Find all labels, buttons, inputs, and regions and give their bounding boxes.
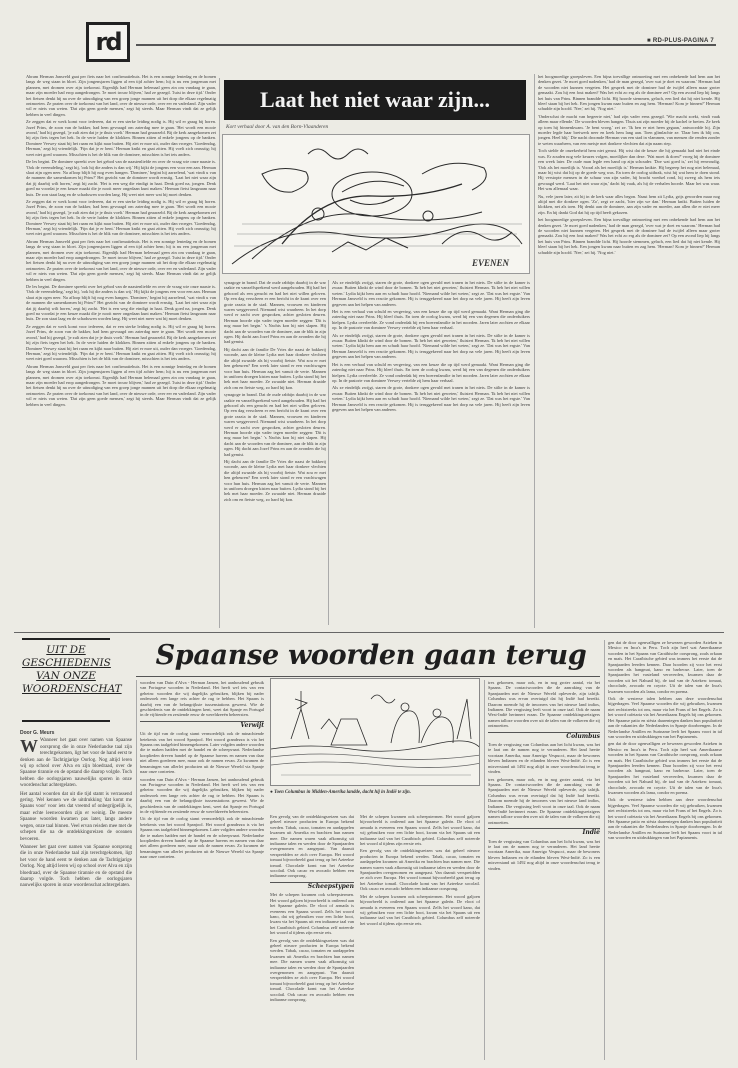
article1-col3-para-3: Als ze eindelijk zwijgt, staren de grote, donkere ogen gevuld met tranen in het niets. De stilte in de kamer is zwaar. Buiten klinkt de wind door de bomen. 'Ik heb het niet geweten,' fluistert Herman. 'Ik heb het niet willen weten.' Lydia kijkt hem aan en schudt haar hoofd. 'Niemand wilde het weten,' zegt ze. 'Dat was het ergste.' Van Herman Jansveld is een reactie gekomen. Hij is teruggekeerd naar het dorp na vele jaren. Hij heeft zijn leven gegeven aan het helpen van anderen.: [332, 332, 530, 360]
article2-colE-para-1: gen dat de door ogenvalligen ze bewezen geworden Azteken in Mexico en Inca's in Peru. Toch zijn heel wat Amerikaanse woorden in het Spaans van Caraïbische oorsprong, zoals orkaan en maïs. Het Caraïbische gebied was immers het eerste dat de Spanjaarden leerden kennen. Daar hoorden zij voor het eerst woorden als hangmat, kano en barbecue. Later, toen de Spanjaarden het vasteland veroverden, kwamen daar de woorden uit het Nahuatl bij, de taal van de Azteken: tomaat, chocolade, avocado en coyote. Uit de talen van de Inca's kwamen woorden als lama, condor en poema.: [608, 640, 722, 694]
article1-col4-para-5: het hoogmoedige groepsleven. Een bijna toevallige ontmoeting met een onbekende had hem aan het denken gezet. 'Je moet goed nadenken,' had de man gezegd, 'over wat je doet en waarom.' Herman had de woorden niet kunnen vergeten. Het gesprek met de dominee had de twijfel alleen maar groter gemaakt. Zou hij een fout maken? Was het echt zo erg als de dominee zei? Op een avond liep hij langs het huis van Prins. Binnen brandde licht. Hij hoorde stemmen, gelach, een lied dat hij niet kende. Hij bleef staan bij het hek. Een jongen kwam naar buiten en zag hem. 'Herman! Kom je binnen?' Herman schudde zijn hoofd. 'Nee,' zei hij. 'Nog niet.': [538, 217, 720, 255]
article2-colB-para-4: Uit de tijd van de oorlog stamt vermoedelijk ook de minachtende betekenis van het woord Spanjool. Het woord grandezza is via het Spaans ons taalgebied binnengekomen. Later volgden andere woorden die te maken hadden met de handel en de scheepvaart. Nederlandse kooplieden dreven handel op de Spaanse havens en namen van daar niet alleen goederen mee, maar ook de namen ervan. Zo kwamen de benamingen van allerlei producten uit de Nieuwe Wereld via Spanje naar onze contreien.: [140, 816, 264, 860]
article1-col3-para-2: Het is een verhaal van schuld en vergeving, van een keuze die op tijd werd gemaakt. Want Herman ging die zaterdag niet naar Prins. Hij bleef thuis. En toen de oorlog kwam, werd hij een van degenen die onderduikers hielpen. Lydia overleefde. Ze vond onderdak bij een boerenfamilie in het noorden. Jaren later zochten ze elkaar op. In de pastorie van dominee Verwey vertelde zij hem haar verhaal.: [332, 309, 530, 331]
article1-col1-para-2: Ze zeggen dat er werk komt voor iedereen, dat er een sterke leiding nodig is. Hij wil er graag bij horen. Jozef Prins, de zoon van de bakker, had hem gevraagd om zaterdag mee te gaan. 'Het wordt een mooie avond,' had hij gezegd, 'je zult zien dat je je thuis voelt.' Herman had geaarzeld. Bij de kerk aangekomen zet hij zijn fiets tegen het hek. In de verte luiden de klokken. Binnen zitten al enkele jongens op de banken. Dominee Verwey staat bij het raam en kijkt naar buiten. Hij ziet er moe uit, ouder dan vroeger. 'Goedendag, Herman,' zegt hij vriendelijk. 'Fijn dat je er bent.' Herman knikt en gaat zitten. Hij voelt zich onrustig; hij weet niet goed waarom. Misschien is het de blik van de dominee, misschien is het iets anders.: [26, 119, 216, 157]
article2-column-e: [608, 640, 722, 1060]
page-tag: ■ RD-PLUS-PAGINA 7: [646, 38, 714, 44]
subhead-columbus: Columbus: [488, 732, 600, 739]
section-divider: [14, 632, 724, 633]
subhead-scheepstypen: Scheepstypen: [270, 882, 354, 889]
series-title-line-4: WOORDENSCHAT: [22, 683, 122, 695]
subhead-verwijt: Verwijt: [140, 721, 264, 728]
article1-column-1: [26, 74, 216, 629]
woodcut-caption: ● Toen Columbus in Midden-Amerika landde, dacht hij in Indië te zijn.: [270, 790, 411, 795]
article1-col2-para-3: synagoge in brand. Dat de oude rabbijn daarbij in de war raakte en vanzelfsprekend werd aangehouden. Hij had het gehoord als een gerucht en had het niet willen geloven. Op een dag verscheen er een bericht in de krant over een grote razzia in de stad. Mannen, vrouwen en kinderen waren weggevoerd. Niemand wist waarheen. In het dorp werd er zacht over gesproken, achter gesloten deuren. Herman hoorde zijn vader tegen moeder zeggen: 'Dit is nog maar het begin.' 's Nachts kon hij niet slapen. Hij dacht aan de woorden van de dominee, aan de blik in zijn ogen. Hij dacht aan Jozef Prins en aan de avonden die hij had gemist.: [224, 392, 326, 457]
column-divider: [604, 640, 605, 1060]
article1-column-2: [224, 280, 326, 625]
article1-col4-para-3: Toch stelde de onzekerheid hem niet gerust. Hij wist dat de keuze die hij gemaakt had niet het einde was. Er zouden nog vele keuzes volgen, moeilijker dan deze. 'Wat moet ik doen?' vroeg hij de dominee een week later. De oude man legde een hand op zijn schouder. 'Doe wat goed is,' zei hij eenvoudig. 'Ook als het moeilijk is. Vooral als het moeilijk is.' Herman knikte. Hij begreep het nog niet helemaal, maar hij wist dat hij op de goede weg was. En toen de oorlog uitbrak, wist hij wat hem te doen stond. Hij verstopte mensen in de schuur van zijn vader, hij bracht voedsel rond, hij zweeg als hem iets gevraagd werd. 'Laat het niet waar zijn,' dacht hij vaak, als hij de verhalen hoorde. Maar het was waar. Het was allemaal waar.: [538, 148, 720, 192]
article2-colB-para-3: woorden van Duin d'Alva - Herman Jansen, het aanhoudend gebruik van Portugese woorden in Nederland. Het heeft wel iets van een geheim: woorden die wij dagelijks gebruiken, blijken bij nader onderzoek een lange reis achter de rug te hebben. Het Spaans is daarbij een van de belangrijkste tussenstations geweest. Wie de geschiedenis van de ontdekkingen kent, weet dat Spanje en Portugal in de vijftiende en zestiende eeuw de wereldzeeën beheersten.: [140, 776, 264, 814]
article1-byline: Kort verhaal door A. van den Born-Vlaanderen: [226, 124, 329, 130]
column-divider: [219, 78, 220, 628]
article2-colC-para-1: Een gevolg van de ontdekkingsreizen was dat geheel nieuwe producten in Europa bekend werden. Tabak, cacao, tomaten en aardappelen kwamen uit Amerika en brachten hun namen mee. Die namen waren vaak afkomstig uit indiaanse talen en werden door de Spanjaarden overgenomen en aangepast. Van daaruit verspreidden ze zich over Europa. Het woord tomaat bijvoorbeeld gaat terug op het Azteekse tomatl. Chocolade komt van het Azteekse xocolatl. Ook cacao en avocado hebben een indiaanse oorsprong.: [270, 814, 354, 879]
article2-colC2-para-1: Met de schepen kwamen ook scheepstermen. Het woord galjoen bijvoorbeeld is ontleend aan het Spaanse galeón. De vloot of armada is eveneens een Spaans woord. Zelfs het woord kano, dat wij gebruiken voor een lichte boot, kwam via het Spaans uit een indiaanse taal van het Caraïbisch gebied. Columbus zelf noteerde het woord al tijdens zijn eerste reis.: [360, 814, 480, 847]
subhead-indie: Indië: [488, 828, 600, 835]
article2-colE-para-4: Ook de westerse talen hebben aan deze woordenschat bijgedragen. Veel Spaanse woorden die wij gebruiken, kwamen niet rechtstreeks tot ons, maar via het Frans of het Engels. Zo is het woord cafetaria via het Amerikaans Engels bij ons gekomen. Het Spaanse patio en siësta daarentegen danken hun populariteit aan de vakanties die Nederlanders in Spanje doorbrengen. In de Nederlandse Antillen en Suriname leeft het Spaans voort in tal van woorden en uitdrukkingen van het Papiaments.: [608, 797, 722, 841]
article1-col1-para-6: De les begint. De dominee spreekt over het gebod van de naastenliefde en over de vraag wie onze naaste is. 'Ook de vreemdeling,' zegt hij, 'ook hij die anders is dan wij.' Hij kijkt de jongens een voor een aan. Herman slaat zijn ogen neer. Na afloop blijft hij nog even hangen. 'Dominee,' begint hij aarzelend, 'wat vindt u van de mannen die samenkomen bij Prins?' Het gezicht van de dominee wordt ernstig. 'Laat het niet waar zijn dat jij daarbij wilt horen,' zegt hij zacht. 'Het is een weg die eindigt in haat. Denk goed na, jongen. Denk goed na voordat je een keuze maakt die je nooit meer ongedaan kunt maken.' Herman fietst langzaam naar huis. De zon staat laag en de schaduwen worden lang. Hij weet niet meer wat hij moet denken.: [26, 284, 216, 322]
article2-colB-para-1: woorden van Duin d'Alva - Herman Jansen, het aanhoudend gebruik van Portugese woorden in Nederland. Het heeft wel iets van een geheim: woorden die wij dagelijks gebruiken, blijken bij nader onderzoek een lange reis achter de rug te hebben. Het Spaans is daarbij een van de belangrijkste tussenstations geweest. Wie de geschiedenis van de ontdekkingen kent, weet dat Spanje en Portugal in de vijftiende en zestiende eeuw de wereldzeeën beheersten.: [140, 680, 264, 718]
article2-column-c2: [360, 814, 480, 1060]
article2-colC-para-2: Met de schepen kwamen ook scheepstermen. Het woord galjoen bijvoorbeeld is ontleend aan het Spaanse galeón. De vloot of armada is eveneens een Spaans woord. Zelfs het woord kano, dat wij gebruiken voor een lichte boot, kwam via het Spaans uit een indiaanse taal van het Caraïbisch gebied. Columbus zelf noteerde het woord al tijdens zijn eerste reis.: [270, 892, 354, 936]
article2-colA-para-2: Het aantal woorden dat uit die tijd stamt is verrassend gering. Wel kennen we de uitdrukking 'dat komt me Spaans voor' voor iets dat vreemd of onbegrijpelijk is, maar echte leenwoorden zijn er weinig. De meeste Spaanse woorden kwamen pas later, langs andere wegen, onze taal binnen. Veel ervan reisden mee met de schepen die na de ontdekkingsreizen de oceanen bevoeren.: [20, 791, 132, 842]
column-divider: [328, 280, 329, 625]
series-title-line-2: GESCHIEDENIS: [22, 657, 111, 669]
article2-colD-para-4: Toen de vergissing van Columbus aan het licht kwam, was het te laat om de namen nog te veranderen. Het land heette voortaan Amerika, naar Amerigo Vespucci, maar de bewoners bleven Indianen en de eilanden bleven West-Indië. Zo is een misverstand uit 1492 nog altijd in onze woordenschat terug te vinden.: [488, 838, 600, 871]
columbus-landing-engraving: [271, 679, 480, 786]
article2-colC2-para-2: Een gevolg van de ontdekkingsreizen was dat geheel nieuwe producten in Europa bekend werden. Tabak, cacao, tomaten en aardappelen kwamen uit Amerika en brachten hun namen mee. Die namen waren vaak afkomstig uit indiaanse talen en werden door de Spanjaarden overgenomen en aangepast. Van daaruit verspreidden ze zich over Europa. Het woord tomaat bijvoorbeeld gaat terug op het Azteekse tomatl. Chocolade komt van het Azteekse xocolatl. Ook cacao en avocado hebben een indiaanse oorsprong.: [360, 848, 480, 892]
article1-column-4: [538, 74, 720, 629]
article2-headline: Spaanse woorden gaan terug: [155, 640, 587, 671]
article2-intro-text: Wanneer het gaat over namen van Spaanse oorsprong die in onze Nederlandse taal zijn terechtgekomen, ligt het voor de hand eerst te denken aan de Tachtigjarige Oorlog. Nog altijd leren wij op school over Alva en zijn bloedraad, over de Spaanse tirannie en de opstand die daarop volgde. Toch hebben die oorlogsjaren nauwelijks sporen in onze woordenschat achtergelaten.: [20, 738, 132, 789]
article2-column-d: [488, 680, 600, 1060]
article1-col1-para-7: Ze zeggen dat er werk komt voor iedereen, dat er een sterke leiding nodig is. Hij wil er graag bij horen. Jozef Prins, de zoon van de bakker, had hem gevraagd om zaterdag mee te gaan. 'Het wordt een mooie avond,' had hij gezegd, 'je zult zien dat je je thuis voelt.' Herman had geaarzeld. Bij de kerk aangekomen zet hij zijn fiets tegen het hek. In de verte luiden de klokken. Binnen zitten al enkele jongens op de banken. Dominee Verwey staat bij het raam en kijkt naar buiten. Hij ziet er moe uit, ouder dan vroeger. 'Goedendag, Herman,' zegt hij vriendelijk. 'Fijn dat je er bent.' Herman knikt en gaat zitten. Hij voelt zich onrustig; hij weet niet goed waarom. Misschien is het de blik van de dominee, misschien is het iets anders.: [26, 323, 216, 362]
article1-title: Laat het niet waar zijn...: [224, 80, 526, 120]
article2-colE-para-3: gen dat de door ogenvalligen ze bewezen geworden Azteken in Mexico en Inca's in Peru. Toch zijn heel wat Amerikaanse woorden in het Spaans van Caraïbische oorsprong, zoals orkaan en maïs. Het Caraïbische gebied was immers het eerste dat de Spanjaarden leerden kennen. Daar hoorden zij voor het eerst woorden als hangmat, kano en barbecue. Later, toen de Spanjaarden het vasteland veroverden, kwamen daar de woorden uit het Nahuatl bij, de taal van de Azteken: tomaat, chocolade, avocado en coyote. Uit de talen van de Inca's kwamen woorden als lama, condor en poema.: [608, 741, 722, 795]
article1-col4-para-4: Nu, vele jaren later, zit hij in de kerk waar alles begon. Naast hem zit Lydia, grijs geworden maar nog altijd met die donkere ogen. 'Zo', zegt ze zacht, 'hier zijn we dan.' Herman knikt. Buiten luiden de klokken, net als toen. Hij denkt aan de dominee, aan zijn vader en moeder, aan allen die er niet meer zijn. En hij dankt God dat hij op tijd heeft gekozen.: [538, 193, 720, 215]
article2-colA-para-3: Wanneer het gaat over namen van Spaanse oorsprong die in onze Nederlandse taal zijn terechtgekomen, ligt het voor de hand eerst te denken aan de Tachtigjarige Oorlog. Nog altijd leren wij op school over Alva en zijn bloedraad, over de Spaanse tirannie en de opstand die daarop volgde. Toch hebben die oorlogsjaren nauwelijks sporen in onze woordenschat achtergelaten.: [20, 844, 132, 889]
illustration-signature: EVENEN: [472, 258, 510, 268]
article1-col1-para-4: Ze zeggen dat er werk komt voor iedereen, dat er een sterke leiding nodig is. Hij wil er graag bij horen. Jozef Prins, de zoon van de bakker, had hem gevraagd om zaterdag mee te gaan. 'Het wordt een mooie avond,' had hij gezegd, 'je zult zien dat je je thuis voelt.' Herman had geaarzeld. Bij de kerk aangekomen zet hij zijn fiets tegen het hek. In de verte luiden de klokken. Binnen zitten al enkele jongens op de banken. Dominee Verwey staat bij het raam en kijkt naar buiten. Hij ziet er moe uit, ouder dan vroeger. 'Goedendag, Herman,' zegt hij vriendelijk. 'Fijn dat je er bent.' Herman knikt en gaat zitten. Hij voelt zich onrustig; hij weet niet goed waarom. Misschien is het de blik van de dominee, misschien is het iets anders.: [26, 198, 216, 237]
article1-col2-para-1: synagoge in brand. Dat de oude rabbijn daarbij in de war raakte en vanzelfsprekend werd aangehouden. Hij had het gehoord als een gerucht en had het niet willen geloven. Op een dag verscheen er een bericht in de krant over een grote razzia in de stad. Mannen, vrouwen en kinderen waren weggevoerd. Niemand wist waarheen. In het dorp werd er zacht over gesproken, achter gesloten deuren. Herman hoorde zijn vader tegen moeder zeggen: 'Dit is nog maar het begin.' 's Nachts kon hij niet slapen. Hij dacht aan de woorden van de dominee, aan de blik in zijn ogen. Hij dacht aan Jozef Prins en aan de avonden die hij had gemist.: [224, 280, 326, 345]
series-title: [22, 640, 122, 696]
column-divider: [136, 680, 137, 1060]
article1-illustration: [222, 134, 530, 274]
article2-colC-para-3: Een gevolg van de ontdekkingsreizen was dat geheel nieuwe producten in Europa bekend werden. Tabak, cacao, tomaten en aardappelen kwamen uit Amerika en brachten hun namen mee. Die namen waren vaak afkomstig uit indiaanse talen en werden door de Spanjaarden overgenomen en aangepast. Van daaruit verspreidden ze zich over Europa. Het woord tomaat bijvoorbeeld gaat terug op het Azteekse tomatl. Chocolade komt van het Azteekse xocolatl. Ook cacao en avocado hebben een indiaanse oorsprong.: [270, 937, 354, 1002]
series-label: [22, 638, 122, 722]
article1-col1-para-1: Abram Herman Jansveld gaat per fiets naar het confirmatiehuis. Het is een zonnige lentedag en de bomen langs de weg staan in bloei. Zijn jongensjaren liggen al een tijd achter hem; hij is nu een jongeman met plannen, met dromen over zijn toekomst. Eigenlijk had Herman helemaal geen zin om vandaag te gaan, maar zijn moeder had erop aangedrongen. 'Je moet trouw blijven,' had ze gezegd. 'Juist in deze tijd.' Onder het fietsen denkt hij na over de uitnodiging van een groep jonge mannen uit het dorp die elkaar regelmatig ontmoeten. Ze praten over de toekomst van het land, over de nieuwe orde, over eer en vaderland. Zijn vader wil er niets van weten. 'Dat zijn geen goede mensen,' zegt hij steeds. Maar Herman vindt dat ze gelijk hebben in veel dingen.: [26, 74, 216, 117]
article2-colE-para-2: Ook de westerse talen hebben aan deze woordenschat bijgedragen. Veel Spaanse woorden die wij gebruiken, kwamen niet rechtstreeks tot ons, maar via het Frans of het Engels. Zo is het woord cafetaria via het Amerikaans Engels bij ons gekomen. Het Spaanse patio en siësta daarentegen danken hun populariteit aan de vakanties die Nederlanders in Spanje doorbrengen. In de Nederlandse Antillen en Suriname leeft het Spaans voort in tal van woorden en uitdrukkingen van het Papiaments.: [608, 696, 722, 739]
article1-col1-para-3: De les begint. De dominee spreekt over het gebod van de naastenliefde en over de vraag wie onze naaste is. 'Ook de vreemdeling,' zegt hij, 'ook hij die anders is dan wij.' Hij kijkt de jongens een voor een aan. Herman slaat zijn ogen neer. Na afloop blijft hij nog even hangen. 'Dominee,' begint hij aarzelend, 'wat vindt u van de mannen die samenkomen bij Prins?' Het gezicht van de dominee wordt ernstig. 'Laat het niet waar zijn dat jij daarbij wilt horen,' zegt hij zacht. 'Het is een weg die eindigt in haat. Denk goed na, jongen. Denk goed na voordat je een keuze maakt die je nooit meer ongedaan kunt maken.' Herman fietst langzaam naar huis. De zon staat laag en de schaduwen worden lang. Hij weet niet meer wat hij moet denken.: [26, 159, 216, 197]
article1-col3-para-4: Het is een verhaal van schuld en vergeving, van een keuze die op tijd werd gemaakt. Want Herman ging die zaterdag niet naar Prins. Hij bleef thuis. En toen de oorlog kwam, werd hij een van degenen die onderduikers hielpen. Lydia overleefde. Ze vond onderdak bij een boerenfamilie in het noorden. Jaren later zochten ze elkaar op. In de pastorie van dominee Verwey vertelde zij hem haar verhaal.: [332, 361, 530, 383]
article1-col2-para-4: Hij dacht aan de familie De Vries die naast de bakkerij woonde, aan de kleine Lydia met haar donkere vlechten die altijd zwaaide als hij voorbij fietste. Wat zou er met hen gebeuren? Een week later stond er een vrachtwagen voor hun huis. Herman zag het vanuit de verte. Mannen in uniform droegen kisten naar buiten. Lydia stond bij het hek met haar moeder. Ze zwaaide niet. Herman draaide zich om en fietste weg, zo hard hij kon.: [224, 459, 326, 502]
article2-colB-para-2: Uit de tijd van de oorlog stamt vermoedelijk ook de minachtende betekenis van het woord Spanjool. Het woord grandezza is via het Spaans ons taalgebied binnengekomen. Later volgden andere woorden die te maken hadden met de handel en de scheepvaart. Nederlandse kooplieden dreven handel op de Spaanse havens en namen van daar niet alleen goederen mee, maar ook de namen ervan. Zo kwamen de benamingen van allerlei producten uit de Nieuwe Wereld via Spanje naar onze contreien.: [140, 731, 264, 775]
headline-rule: [136, 676, 600, 677]
article1-col4-para-2: 'Onderschat de macht van begeerte niet,' had zijn vader eens gezegd. 'Wie macht zoekt, vindt vaak alleen maar ellende.' De woorden bleven hangen. Thuis zat zijn moeder bij de kachel te breien. Ze keek op toen hij binnenkwam. 'Je bent vroeg,' zei ze. 'Ik ben er niet heen gegaan,' antwoordde hij. Zijn moeder legde haar breiwerk neer en keek hem lang aan. Toen glimlachte ze. 'Daar ben ik blij om, jongen. Heel blij.' Die nacht droomde Herman van een stad in vlammen, van mensen die renden zonder te weten waarheen, van een meisje met donkere vlechten dat zijn naam riep.: [538, 113, 720, 146]
article2-column-a: [20, 728, 132, 1058]
series-title-line-1: UIT DE: [46, 644, 86, 656]
article2-colA-para-1: [20, 738, 132, 789]
article1-col1-para-8: Abram Herman Jansveld gaat per fiets naar het confirmatiehuis. Het is een zonnige lentedag en de bomen langs de weg staan in bloei. Zijn jongensjaren liggen al een tijd achter hem; hij is nu een jongeman met plannen, met dromen over zijn toekomst. Eigenlijk had Herman helemaal geen zin om vandaag te gaan, maar zijn moeder had erop aangedrongen. 'Je moet trouw blijven,' had ze gezegd. 'Juist in deze tijd.' Onder het fietsen denkt hij na over de uitnodiging van een groep jonge mannen uit het dorp die elkaar regelmatig ontmoeten. Ze praten over de toekomst van het land, over de nieuwe orde, over eer en vaderland. Zijn vader wil er niets van weten. 'Dat zijn geen goede mensen,' zegt hij steeds. Maar Herman vindt dat ze gelijk hebben in veel dingen.: [26, 363, 216, 407]
article2-colC2-para-3: Met de schepen kwamen ook scheepstermen. Het woord galjoen bijvoorbeeld is ontleend aan het Spaanse galeón. De vloot of armada is eveneens een Spaans woord. Zelfs het woord kano, dat wij gebruiken voor een lichte boot, kwam via het Spaans uit een indiaanse taal van het Caraïbisch gebied. Columbus zelf noteerde het woord al tijdens zijn eerste reis.: [360, 893, 480, 926]
article2-colD-para-3: tres gekomen, maar ook, en in nog groter aantal, via het Spaans. De contactwoorden die de aanraking van de Spanjaarden met de Nieuwe Wereld opleverde, zijn talrijk. Columbus was ervan overtuigd dat hij Indië had bereikt. Daarom noemde hij de inwoners van het nieuwe land indios, Indianen. Die vergissing leeft voort in onze taal. Ook de naam West-Indië herinnert eraan. De Spaanse ontdekkingsreizigers namen talloze woorden over uit de talen van de volkeren die zij ontmoetten.: [488, 776, 600, 825]
series-title-line-3: VAN ONZE: [36, 670, 96, 682]
article1-col3-para-5: Als ze eindelijk zwijgt, staren de grote, donkere ogen gevuld met tranen in het niets. De stilte in de kamer is zwaar. Buiten klinkt de wind door de bomen. 'Ik heb het niet geweten,' fluistert Herman. 'Ik heb het niet willen weten.' Lydia kijkt hem aan en schudt haar hoofd. 'Niemand wilde het weten,' zegt ze. 'Dat was het ergste.' Van Herman Jansveld is een reactie gekomen. Hij is teruggekeerd naar het dorp na vele jaren. Hij heeft zijn leven gegeven aan het helpen van anderen.: [332, 385, 530, 412]
header-rule: [136, 44, 716, 46]
article2-author: Door G. Meurs: [20, 730, 55, 736]
column-divider: [534, 74, 535, 628]
article2-column-c: [270, 814, 354, 1060]
article1-col2-para-2: Hij dacht aan de familie De Vries die naast de bakkerij woonde, aan de kleine Lydia met haar donkere vlechten die altijd zwaaide als hij voorbij fietste. Wat zou er met hen gebeuren? Een week later stond er een vrachtwagen voor hun huis. Herman zag het vanuit de verte. Mannen in uniform droegen kisten naar buiten. Lydia stond bij het hek met haar moeder. Ze zwaaide niet. Herman draaide zich om en fietste weg, zo hard hij kon.: [224, 346, 326, 390]
article2-column-b: [140, 680, 264, 1060]
article2-colD-para-1: tres gekomen, maar ook, en in nog groter aantal, via het Spaans. De contactwoorden die de aanraking van de Spanjaarden met de Nieuwe Wereld opleverde, zijn talrijk. Columbus was ervan overtuigd dat hij Indië had bereikt. Daarom noemde hij de inwoners van het nieuwe land indios, Indianen. Die vergissing leeft voort in onze taal. Ook de naam West-Indië herinnert eraan. De Spaanse ontdekkingsreizigers namen talloze woorden over uit de talen van de volkeren die zij ontmoetten.: [488, 680, 600, 729]
article1-col4-para-1: het hoogmoedige groepsleven. Een bijna toevallige ontmoeting met een onbekende had hem aan het denken gezet. 'Je moet goed nadenken,' had de man gezegd, 'over wat je doet en waarom.' Herman had de woorden niet kunnen vergeten. Het gesprek met de dominee had de twijfel alleen maar groter gemaakt. Zou hij een fout maken? Was het echt zo erg als de dominee zei? Op een avond liep hij langs het huis van Prins. Binnen brandde licht. Hij hoorde stemmen, gelach, een lied dat hij niet kende. Hij bleef staan bij het hek. Een jongen kwam naar buiten en zag hem. 'Herman! Kom je binnen?' Herman schudde zijn hoofd. 'Nee,' zei hij. 'Nog niet.': [538, 74, 720, 112]
article1-col3-para-1: Als ze eindelijk zwijgt, staren de grote, donkere ogen gevuld met tranen in het niets. De stilte in de kamer is zwaar. Buiten klinkt de wind door de bomen. 'Ik heb het niet geweten,' fluistert Herman. 'Ik heb het niet willen weten.' Lydia kijkt hem aan en schudt haar hoofd. 'Niemand wilde het weten,' zegt ze. 'Dat was het ergste.' Van Herman Jansveld is een reactie gekomen. Hij is teruggekeerd naar het dorp na vele jaren. Hij heeft zijn leven gegeven aan het helpen van anderen.: [332, 280, 530, 307]
drop-cap: W: [20, 736, 38, 757]
column-divider: [484, 680, 485, 1060]
article1-column-3: [332, 280, 530, 625]
sleeping-figure-drawing: [222, 134, 530, 274]
article2-colD-para-2: Toen de vergissing van Columbus aan het licht kwam, was het te laat om de namen nog te veranderen. Het land heette voortaan Amerika, naar Amerigo Vespucci, maar de bewoners bleven Indianen en de eilanden bleven West-Indië. Zo is een misverstand uit 1492 nog altijd in onze woordenschat terug te vinden.: [488, 742, 600, 775]
publication-logo: rd: [86, 22, 130, 62]
article2-woodcut: [270, 678, 480, 786]
article1-col1-para-5: Abram Herman Jansveld gaat per fiets naar het confirmatiehuis. Het is een zonnige lentedag en de bomen langs de weg staan in bloei. Zijn jongensjaren liggen al een tijd achter hem; hij is nu een jongeman met plannen, met dromen over zijn toekomst. Eigenlijk had Herman helemaal geen zin om vandaag te gaan, maar zijn moeder had erop aangedrongen. 'Je moet trouw blijven,' had ze gezegd. 'Juist in deze tijd.' Onder het fietsen denkt hij na over de uitnodiging van een groep jonge mannen uit het dorp die elkaar regelmatig ontmoeten. Ze praten over de toekomst van het land, over de nieuwe orde, over eer en vaderland. Zijn vader wil er niets van weten. 'Dat zijn geen goede mensen,' zegt hij steeds. Maar Herman vindt dat ze gelijk hebben in veel dingen.: [26, 238, 216, 282]
